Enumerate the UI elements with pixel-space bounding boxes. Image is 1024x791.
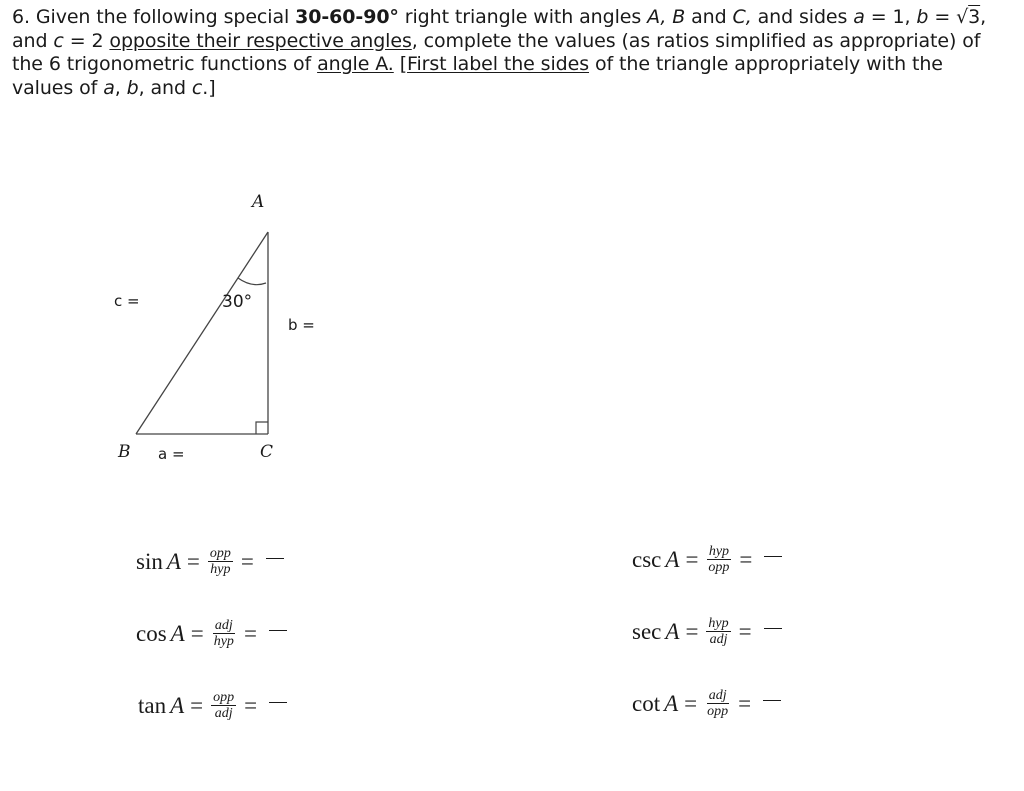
question-text-part: right triangle with angles (404, 6, 642, 28)
side-c-value: = 2 (69, 29, 104, 52)
equals-sign: = (243, 620, 257, 646)
equals-sign: = (685, 546, 699, 572)
equals-sign: = (739, 546, 753, 572)
question-text-part: .] (202, 76, 216, 99)
vertex-b-label: B (118, 442, 131, 462)
side-c-hypotenuse (136, 232, 268, 434)
ratio-numerator: adj (708, 688, 727, 703)
equals-sign: = (244, 692, 258, 718)
trig-fn-name: sec (632, 618, 662, 644)
angle-arc (238, 278, 266, 285)
ratio-denominator: opp (707, 704, 729, 719)
question-text-part: , (114, 76, 121, 99)
equals-sign: = (190, 692, 204, 718)
trig-fn-name: tan (138, 692, 167, 718)
side-b-label: b = (288, 316, 315, 334)
side-a-ref: a (103, 76, 115, 99)
question-text-part: , and (12, 6, 987, 52)
trig-fn-var: A (664, 690, 679, 716)
vertex-a-label: A (252, 192, 265, 212)
angle-c-ref: C, (732, 6, 752, 28)
ratio-numerator: hyp (708, 544, 730, 559)
question-text (12, 6, 1002, 100)
trig-fn-name: sin (136, 548, 163, 574)
side-b-root: 3 (968, 6, 981, 28)
equals-sign: = (684, 690, 698, 716)
equals-sign: = (738, 690, 752, 716)
equals-sign: = (240, 548, 254, 574)
answer-blank[interactable] (269, 702, 287, 703)
question-text-part: of the triangle appropriately with the values of (12, 53, 943, 99)
question-text-part: [ (399, 53, 408, 75)
underlined-phrase: First label the sides (407, 53, 590, 75)
question-number: 6. (12, 6, 30, 28)
question-text-part: and sides (757, 6, 848, 28)
question-text-part: , and (138, 76, 186, 99)
ratio-denominator: opp (708, 560, 730, 575)
equals-sign: = (685, 618, 699, 644)
trig-cot (632, 688, 781, 719)
side-c-ref: c (191, 76, 203, 99)
ratio-fraction (211, 690, 236, 721)
angle-a-ref: A, (647, 6, 667, 28)
trig-fn-var: A (665, 546, 680, 572)
angle-b-ref: B (672, 6, 686, 28)
trig-fn-var: A (170, 692, 185, 718)
ratio-denominator: hyp (213, 634, 234, 649)
triangle-diagram (100, 180, 360, 480)
question-text-part: , complete the values (as ratios simplified as appropriate) of the 6 trigonometric functions of (12, 29, 981, 75)
answer-blank[interactable] (269, 630, 287, 631)
equals-sign: = (190, 620, 204, 646)
trig-cos (136, 618, 287, 649)
trig-sec (632, 616, 782, 647)
question-text-part: Given the following special (35, 6, 290, 28)
ratio-numerator: opp (209, 546, 231, 561)
ratio-denominator: adj (709, 632, 728, 647)
side-a-value: = 1, (870, 6, 911, 28)
underlined-phrase: opposite their respective angles (109, 29, 412, 52)
triangle-type: 30-60-90° (295, 6, 399, 28)
answer-blank[interactable] (266, 558, 284, 559)
trig-csc (632, 544, 782, 575)
equals-sign: = (186, 548, 200, 574)
ratio-fraction (212, 618, 236, 649)
ratio-denominator: adj (214, 706, 233, 721)
side-b-ref: b (126, 76, 139, 99)
trig-sin (136, 546, 284, 577)
ratio-numerator: adj (214, 618, 233, 633)
trig-fn-name: cos (136, 620, 167, 646)
ratio-fraction (706, 544, 731, 575)
trig-fn-name: csc (632, 546, 662, 572)
side-b-value: = √ (934, 6, 969, 28)
answer-blank[interactable] (764, 628, 782, 629)
ratio-fraction (208, 546, 233, 577)
equals-sign: = (738, 618, 752, 644)
side-a-ref: a (853, 6, 865, 28)
side-c-label: c = (114, 292, 140, 310)
trig-fn-var: A (665, 618, 680, 644)
angle-label: 30° (222, 292, 253, 312)
ratio-numerator: opp (213, 690, 235, 705)
ratio-fraction (705, 688, 730, 719)
underlined-phrase: angle A. (317, 53, 394, 75)
ratio-numerator: hyp (708, 616, 729, 631)
side-b-ref: b (916, 6, 929, 28)
ratio-denominator: hyp (210, 562, 231, 577)
right-angle-mark (256, 422, 268, 434)
trig-fn-var: A (166, 548, 181, 574)
side-c-ref: c (53, 29, 64, 52)
answer-blank[interactable] (763, 700, 781, 701)
triangle-figure (100, 180, 360, 480)
vertex-c-label: C (260, 442, 274, 462)
ratio-fraction (706, 616, 730, 647)
trig-tan (138, 690, 287, 721)
trig-fn-name: cot (632, 690, 661, 716)
answer-blank[interactable] (764, 556, 782, 557)
trig-fn-var: A (170, 620, 185, 646)
side-a-label: a = (158, 445, 185, 463)
question-text-part: and (691, 6, 727, 28)
